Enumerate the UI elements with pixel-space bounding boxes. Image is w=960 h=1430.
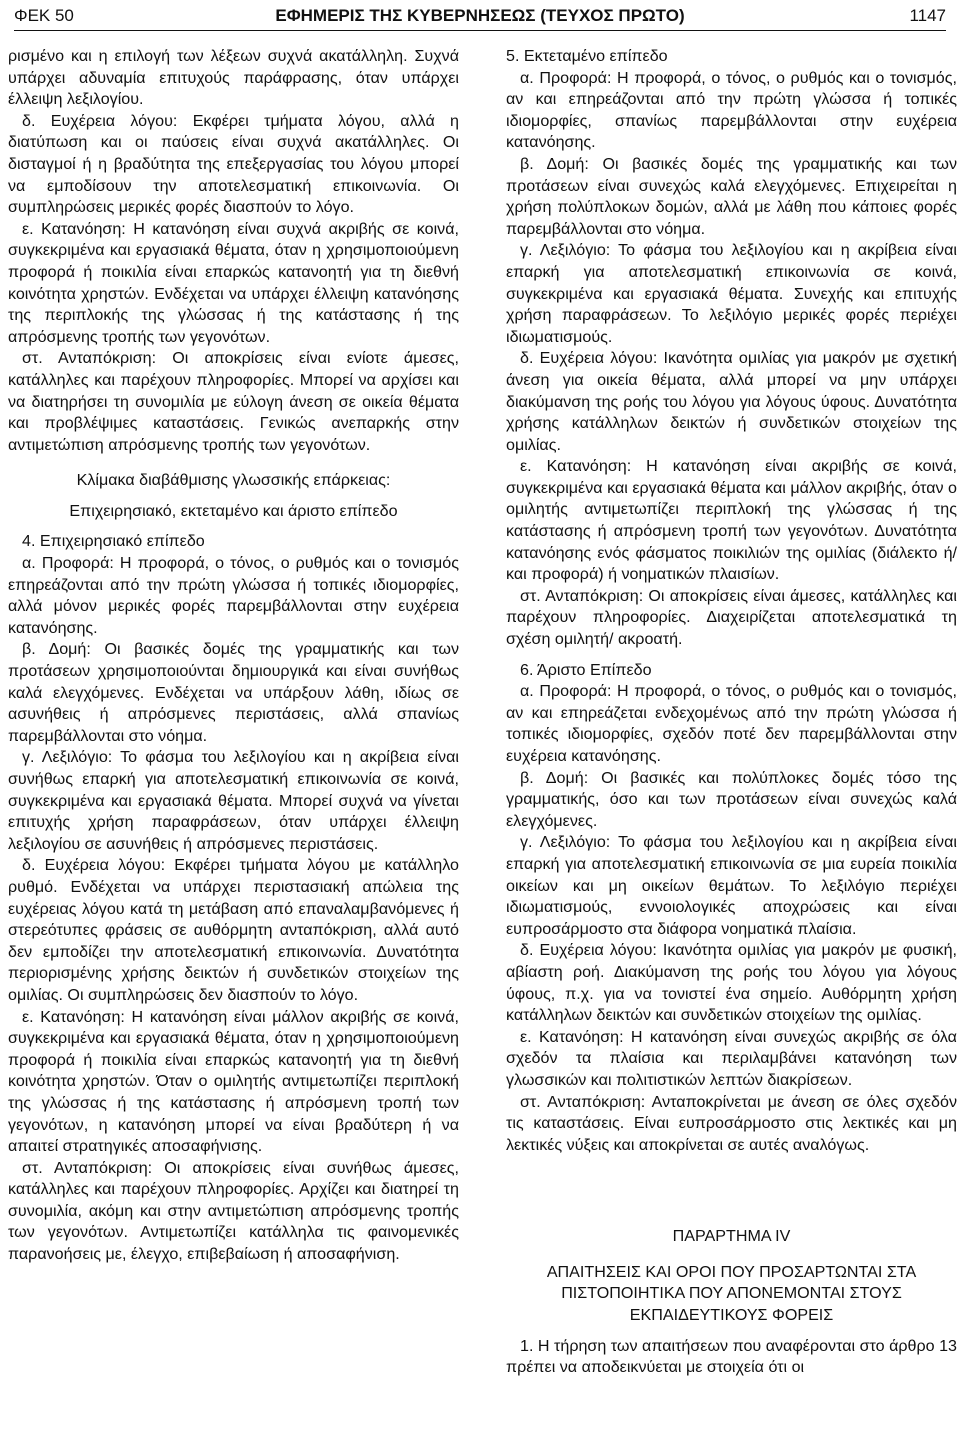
gazette-title: ΕΦΗΜΕΡΙΣ ΤΗΣ ΚΥΒΕΡΝΗΣΕΩΣ (ΤΕΥΧΟΣ ΠΡΩΤΟ) [275,6,685,25]
annex-heading: ΠΑΡΑΡΤΗΜΑ IV [672,1227,791,1246]
paragraph: γ. Λεξιλόγιο: Το φάσμα του λεξιλογίου και η ακρίβεια είναι συνήθως επαρκή για αποτελεσματική επικοινωνία σε κοινά, συγκεκριμένα και εργασιακά θέματα. Μπορεί συχνά να γίνεται επιτυχής χρήση παραφράσεων, όταν υπάρχει έλλειψη λεξιλογίου σε ασυνήθεις ή απρόσμενες περιστάσεις. [8,748,459,853]
paragraph: ε. Κατανόηση: Η κατανόηση είναι μάλλον ακριβής σε κοινά, συγκεκριμένα και εργασιακά θέματα, όταν η χρησιμοποιούμενη προφορά ή ποικιλία είναι επαρκώς κατανοητή για τη διεθνή κοινότητα χρηστών. Όταν ο ομιλητής αντιμετωπίζει περιπλοκή της γλώσσας ή της κατάστασης ή απρόσμενη τροπή των γεγονότων, η κατανόηση μπορεί να είναι βραδύτερη ή να απαιτεί στρατηγικές αποσαφήνισης. [8,1007,459,1156]
scale-title: Κλίμακα διαβάθμισης γλωσσικής επάρκειας: [76,471,391,490]
level-heading: 4. Επιχειρησιακό επίπεδο [22,532,205,551]
paragraph: ρισμένο και η επιλογή των λέξεων συχνά ακατάλληλη. Συχνά υπάρχει αδυναμία επιτυχούς παράφρασης, όταν υπάρχει έλλειψη λεξιλογίου. [8,47,459,109]
page-number: 1147 [909,6,946,25]
left-column [8,46,459,1266]
level-heading: 6. Άριστο Επίπεδο [520,660,652,679]
paragraph: ε. Κατανόηση: Η κατανόηση είναι ακριβής σε κοινά, συγκεκριμένα και εργασιακά θέματα και μάλλον ακριβής, όταν ο ομιλητής αντιμετωπίζει περιπλοκή της γλώσσας ή της κατάστασης ή απρόσμενη τροπή των γεγονότων. Δυνατότητα κατανόησης ενός φάσματος ποικιλιών της ομιλίας (διάλεκτο ή/ και προφορά) ή νοηματικών πλαισίων. [506,457,957,584]
paragraph: ε. Κατανόηση: Η κατανόηση είναι συνεχώς ακριβής σε όλα σχεδόν τα πλαίσια και περιλαμβάνει κατανόηση των γλωσσικών και πολιτιστικών λεπτών διακρίσεων. [506,1027,957,1089]
paragraph: στ. Ανταπόκριση: Ανταποκρίνεται με άνεση σε όλες σχεδόν τις καταστάσεις. Είναι ευπροσάρμοστο στις λεκτικές και μη λεκτικές νύξεις και αποκρίνεται σε αυτές αναλόγως. [506,1092,957,1154]
paragraph: β. Δομή: Οι βασικές δομές της γραμματικής και των προτάσεων είναι συνεχώς καλά ελεγχόμενες. Επιχειρείται η χρήση πολύπλοκων δομών, αλλά με λάθη που κάποιες φορές παρεμβάλλονται στο νόημα. [506,154,957,238]
paragraph: δ. Ευχέρεια λόγου: Ικανότητα ομιλίας για μακρόν με σχετική άνεση για οικεία θέματα, αλλά μπορεί να μην υπάρχει διακύμανση της ροής του λόγου για λόγους ύφους. Δυνατότητα χρήσης κατάλληλων δεικτών ή συνδετικών στοιχείων της ομιλίας. [506,349,957,454]
level-heading: 5. Εκτεταμένο επίπεδο [506,47,668,65]
paragraph: α. Προφορά: Η προφορά, ο τόνος, ο ρυθμός και ο τονισμός, αν και επηρεάζονται από την πρώτη γλώσσα ή τοπικές ιδιομορφίες, σπανίως παρεμβάλλονται στην ευχέρεια κατανόησης. [506,68,957,152]
paragraph: γ. Λεξιλόγιο: Το φάσμα του λεξιλογίου και η ακρίβεια είναι επαρκή για αποτελεσματική επικοινωνία σε κοινά, συγκεκριμένα και εργασιακά θέματα. Συνεχής και επιτυχής χρήση παραφράσεων. Το λεξιλόγιο μερικές φορές περιέχει ιδιωματισμούς. [506,241,957,346]
paragraph: α. Προφορά: Η προφορά, ο τόνος, ο ρυθμός και ο τονισμός επηρεάζονται από την πρώτη γλώσσα ή τοπικές ιδιομορφίες, αλλά μόνον μερικές φορές παρεμβάλλονται στην ευχέρεια κατανόησης. [8,554,459,637]
paragraph: στ. Ανταπόκριση: Οι αποκρίσεις είναι άμεσες, κατάλληλες και παρέχουν πληροφορίες. Διαχειρίζεται αποτελεσματικά τη σχέση ομιλητή/ ακροατή. [506,586,957,649]
paragraph: στ. Ανταπόκριση: Οι αποκρίσεις είναι συνήθως άμεσες, κατάλληλες και παρέχουν πληροφορίες. Αρχίζει και διατηρεί τη συνομιλία, ακόμη και στην αντιμετώπιση απρόσμενης τροπής των γεγονότων. Αντιμετωπίζει κατάλληλα τις φαινομενικές παρανοήσεις με, έλεγχο, επιβεβαίωση ή αποσαφήνιση. [8,1158,459,1264]
paragraph: δ. Ευχέρεια λόγου: Εκφέρει τμήματα λόγου με κατάλληλο ρυθμό. Ενδέχεται να υπάρχει περιστασιακή απώλεια της ευχέρειας λόγου κατά τη μετάβαση από επαναλαμβανόμενες ή στερεότυπες φράσεις σε αυθόρμητη ανταπόκριση, αλλά αυτό δεν εμποδίζει την αποτελεσματική επικοινωνία. Δυνατότητα περιορισμένης χρήσης δεικτών ή συνδετικών στοιχείων της ομιλίας. Οι συμπληρώσεις δεν διασπούν το λόγο. [8,856,459,1004]
paragraph: γ. Λεξιλόγιο: Το φάσμα του λεξιλογίου και η ακρίβεια είναι επαρκή για αποτελεσματική επικοινωνία σε μια ευρεία ποικιλία οικείων και μη οικείων θεμάτων. Το λεξιλόγιο περιέχει ιδιωματισμούς, εννοιολογικές αποχρώσεις και είναι ευπροσάρμοστο στα διάφορα νοηματικά πλαίσια. [506,833,957,938]
scale-subtitle: Επιχειρησιακό, εκτεταμένο και άριστο επίπεδο [69,501,398,520]
paragraph: α. Προφορά: Η προφορά, ο τόνος, ο ρυθμός και ο τονισμός, αν και επηρεάζεται ενδεχομένως από την πρώτη γλώσσα ή τοπικές ιδιομορφίες, σχεδόν ποτέ δεν παρεμβάλλονται στην ευχέρεια κατανόησης. [506,682,957,765]
annex-title: ΑΠΑΙΤΗΣΕΙΣ ΚΑΙ ΟΡΟΙ ΠΟΥ ΠΡΟΣΑΡΤΩΝΤΑΙ ΣΤΑ ΠΙΣΤΟΠΟΙΗΤΙΚΑ ΠΟΥ ΑΠΟΝΕΜΟΝΤΑΙ ΣΤΟΥΣ ΕΚΠΑΙΔΕΥΤΙΚΟΥΣ ΦΟΡΕΙΣ [546,1262,917,1325]
paragraph: ε. Κατανόηση: Η κατανόηση είναι συχνά ακριβής σε κοινά, συγκεκριμένα και εργασιακά θέματα, όταν η χρησιμοποιούμενη προφορά ή ποικιλία είναι επαρκώς κατανοητή για τη διεθνή κοινότητα χρηστών. Ενδέχεται να υπάρχει έλλειψη κατανόησης της περιπλοκής της γλώσσας ή της κατάστασης ή της απρόσμενης τροπής των γεγονότων. [8,219,459,346]
paragraph: δ. Ευχέρεια λόγου: Ικανότητα ομιλίας για μακρόν με φυσική, αβίαστη ροή. Διακύμανση της ροής του λόγου για λόγους ύφους, π.χ. για να τονιστεί ένα σημείο. Αυθόρμητη χρήση κατάλληλων δεικτών και συνδετικών στοιχείων της ομιλίας. [506,941,957,1025]
page-header [14,4,946,31]
paragraph: στ. Ανταπόκριση: Οι αποκρίσεις είναι ενίοτε άμεσες, κατάλληλες και παρέχουν πληροφορίες. Μπορεί να αρχίσει και να διατηρήσει τη συνομιλία με εύλογη άνεση σε οικεία θέματα και προβλέψιμες καταστάσεις. Γενικώς ανεπαρκής στην αντιμετώπιση απρόσμενης τροπής των γεγονότων. [8,349,459,454]
paragraph: 1. Η τήρηση των απαιτήσεων που αναφέρονται στο άρθρο 13 πρέπει να αποδεικνύεται με στοιχεία ότι οι [506,1336,957,1377]
right-column [506,46,957,1379]
paragraph: β. Δομή: Οι βασικές και πολύπλοκες δομές τόσο της γραμματικής, όσο και των προτάσεων είναι συνεχώς καλά ελεγχόμενες. [506,768,957,830]
paragraph: δ. Ευχέρεια λόγου: Εκφέρει τμήματα λόγου, αλλά η διατύπωση και οι παύσεις είναι συχνά ακατάλληλες. Οι δισταγμοί ή η βραδύτητα της επεξεργασίας του λόγου μπορεί να εμποδίσουν την αποτελεσματική επικοινωνία. Οι συμπληρώσεις μερικές φορές διασπούν το λόγο. [8,111,459,217]
gazette-issue-number: ΦΕΚ 50 [14,6,74,25]
paragraph: β. Δομή: Οι βασικές δομές της γραμματικής και των προτάσεων χρησιμοποιούνται δημιουργικά και είναι συνήθως καλά ελεγχόμενες. Ενδέχεται να υπάρξουν λάθη, ιδίως σε ασυνήθεις ή απρόσμενες περιστάσεις, αλλά σπανίως παρεμβάλλονται στο νόημα. [8,640,459,745]
